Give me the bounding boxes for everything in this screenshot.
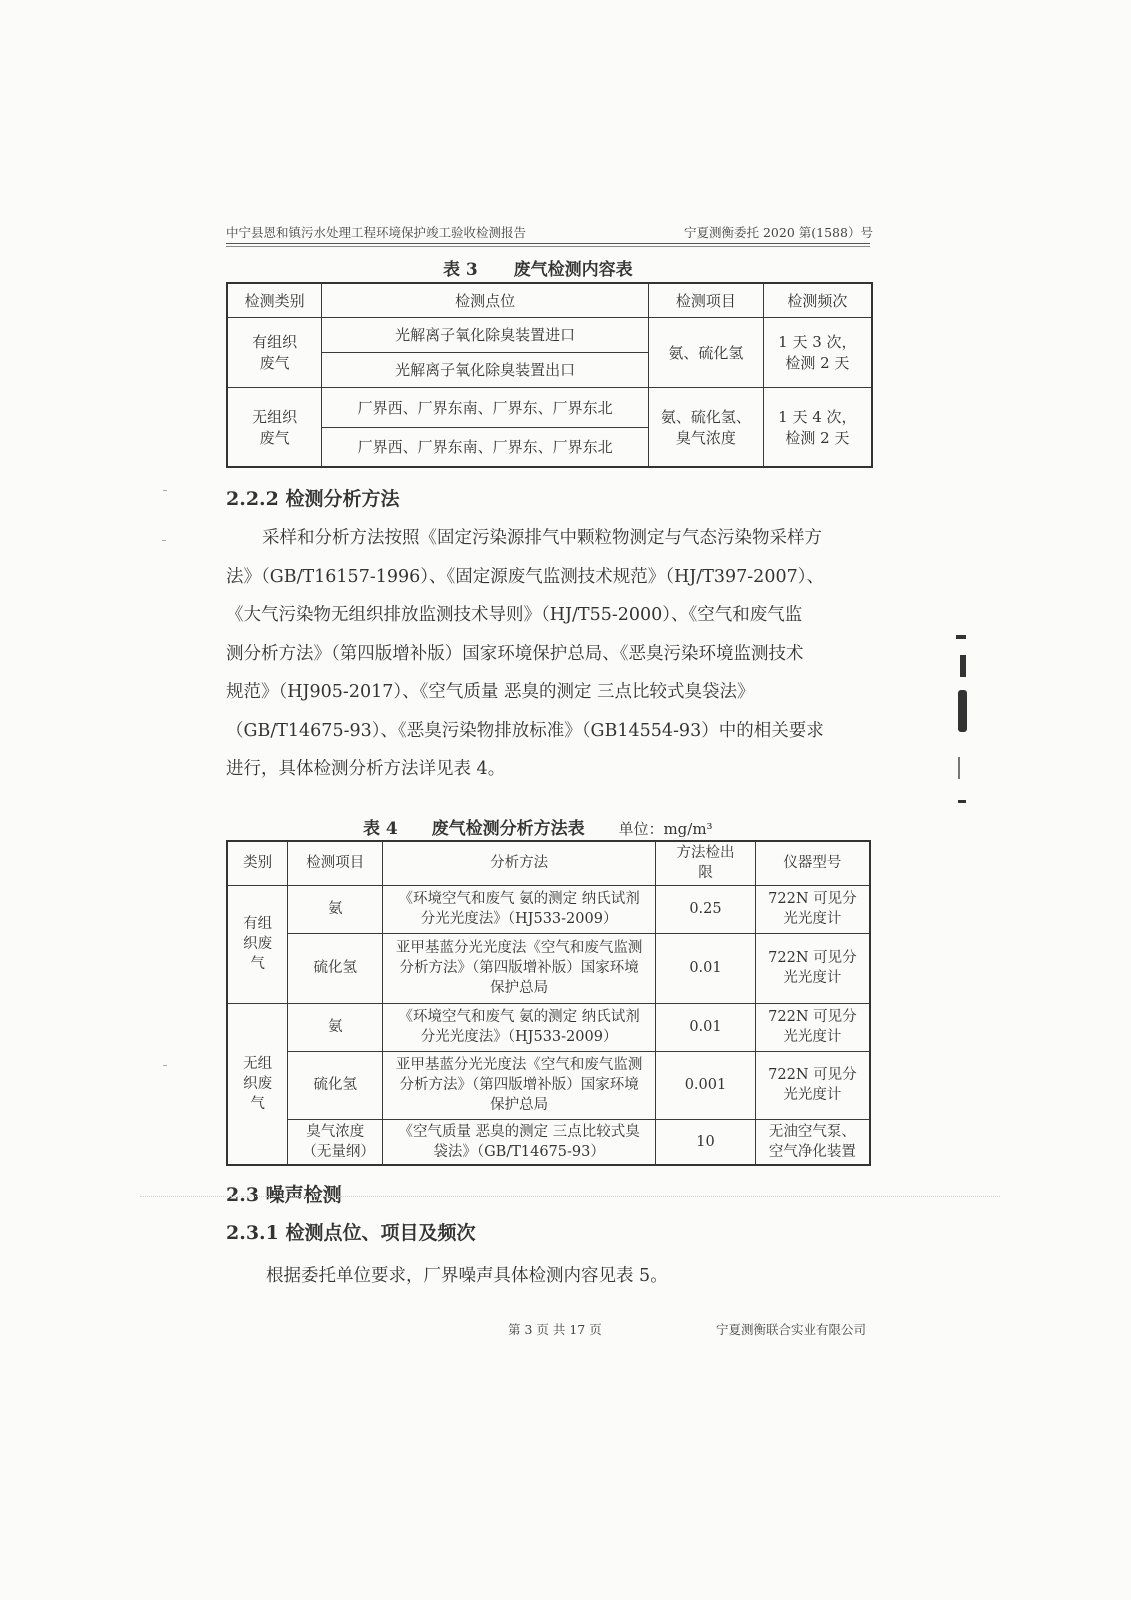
item-cell: 氨 bbox=[288, 885, 383, 933]
scan-artifact bbox=[162, 540, 166, 541]
table3-caption-title: 废气检测内容表 bbox=[513, 260, 633, 280]
paragraph-line: 进行，具体检测分析方法详见表 4。 bbox=[226, 759, 506, 779]
footer-company: 宁夏测衡联合实业有限公司 bbox=[716, 1322, 867, 1337]
table4-analysis-methods bbox=[226, 840, 871, 1166]
paragraph-line: 《大气污染物无组织排放监测技术导则》（HJ/T55-2000）、《空气和废气监 bbox=[226, 605, 803, 625]
paragraph-line: 采样和分析方法按照《固定污染源排气中颗粒物测定与气态污染物采样方 bbox=[262, 528, 822, 548]
scan-dotted-line bbox=[140, 1196, 1000, 1197]
category-cell: 有组织废气 bbox=[227, 317, 322, 387]
limit-cell: 0.01 bbox=[656, 933, 756, 1003]
table-header-cell: 仪器型号 bbox=[755, 841, 870, 885]
header-report-title: 中宁县恩和镇污水处理工程环境保护竣工验收检测报告 bbox=[226, 225, 527, 240]
frequency-cell: 1 天 4 次，检测 2 天 bbox=[763, 387, 872, 467]
table-header-cell: 方法检出限 bbox=[656, 841, 756, 885]
method-cell: 亚甲基蓝分光光度法《空气和废气监测分析方法》（第四版增补版）国家环境保护总局 bbox=[383, 933, 656, 1003]
header-rule-thin bbox=[226, 246, 870, 247]
table-header-row bbox=[227, 283, 872, 317]
scan-artifact bbox=[958, 800, 966, 803]
instrument-cell: 722N 可见分光光度计 bbox=[755, 885, 870, 933]
items-cell: 氨、硫化氢 bbox=[649, 317, 764, 387]
section-2-2-2-paragraph bbox=[226, 519, 866, 789]
scan-artifact bbox=[958, 690, 967, 732]
location-cell: 厂界西、厂界东南、厂界东、厂界东北 bbox=[322, 387, 649, 427]
table-row bbox=[227, 387, 872, 427]
table4-caption-number: 表 4 bbox=[363, 819, 398, 839]
section-2-3-1-heading: 2.3.1 检测点位、项目及频次 bbox=[226, 1222, 476, 1244]
scan-artifact bbox=[163, 490, 167, 491]
limit-cell: 0.25 bbox=[656, 885, 756, 933]
table-row bbox=[227, 1119, 870, 1165]
table-row bbox=[227, 885, 870, 933]
table-header-cell: 检测项目 bbox=[649, 283, 764, 317]
table-header-cell: 检测类别 bbox=[227, 283, 322, 317]
paragraph-line: （GB/T14675-93）、《恶臭污染物排放标准》（GB14554-93）中的相关要求 bbox=[226, 720, 824, 741]
table-row bbox=[227, 1003, 870, 1051]
scan-artifact bbox=[960, 655, 966, 677]
location-cell: 光解离子氧化除臭装置进口 bbox=[322, 317, 649, 352]
table-header-row bbox=[227, 841, 870, 885]
method-cell: 《环境空气和废气 氨的测定 纳氏试剂分光光度法》（HJ533-2009） bbox=[383, 1003, 656, 1051]
table3-caption bbox=[443, 255, 633, 280]
method-cell: 亚甲基蓝分光光度法《空气和废气监测分析方法》（第四版增补版）国家环境保护总局 bbox=[383, 1051, 656, 1119]
item-cell: 臭气浓度（无量纲） bbox=[288, 1119, 383, 1165]
section-2-3-1-paragraph: 根据委托单位要求，厂界噪声具体检测内容见表 5。 bbox=[266, 1266, 668, 1286]
paragraph-line: 测分析方法》（第四版增补版）国家环境保护总局、《恶臭污染环境监测技术 bbox=[226, 643, 804, 664]
instrument-cell: 无油空气泵、空气净化装置 bbox=[755, 1119, 870, 1165]
scan-artifact bbox=[958, 757, 960, 779]
frequency-cell: 1 天 3 次，检测 2 天 bbox=[763, 317, 872, 387]
scan-artifact bbox=[163, 1065, 167, 1066]
table-row bbox=[227, 317, 872, 352]
section-2-3-heading: 2.3 噪声检测 bbox=[226, 1184, 342, 1206]
instrument-cell: 722N 可见分光光度计 bbox=[755, 1051, 870, 1119]
table4-unit: 单位：mg/m³ bbox=[618, 820, 713, 838]
category-cell: 无组织废气 bbox=[227, 387, 322, 467]
item-cell: 氨 bbox=[288, 1003, 383, 1051]
category-cell: 无组织废气 bbox=[227, 1003, 288, 1165]
limit-cell: 0.01 bbox=[656, 1003, 756, 1051]
table-header-cell: 检测点位 bbox=[322, 283, 649, 317]
method-cell: 《环境空气和废气 氨的测定 纳氏试剂分光光度法》（HJ533-2009） bbox=[383, 885, 656, 933]
table-header-cell: 检测项目 bbox=[288, 841, 383, 885]
limit-cell: 10 bbox=[656, 1119, 756, 1165]
paragraph-line: 法》（GB/T16157-1996）、《固定源废气监测技术规范》（HJ/T397-2007）、 bbox=[226, 566, 824, 587]
category-cell: 有组织废气 bbox=[227, 885, 288, 1003]
items-cell: 氨、硫化氢、臭气浓度 bbox=[649, 387, 764, 467]
instrument-cell: 722N 可见分光光度计 bbox=[755, 1003, 870, 1051]
item-cell: 硫化氢 bbox=[288, 933, 383, 1003]
location-cell: 光解离子氧化除臭装置出口 bbox=[322, 352, 649, 387]
table4-caption-title: 废气检测分析方法表 bbox=[431, 819, 585, 839]
table-header-cell: 分析方法 bbox=[383, 841, 656, 885]
method-cell: 《空气质量 恶臭的测定 三点比较式臭袋法》（GB/T14675-93） bbox=[383, 1119, 656, 1165]
paragraph-line: 规范》（HJ905-2017）、《空气质量 恶臭的测定 三点比较式臭袋法》 bbox=[226, 682, 755, 702]
location-cell: 厂界西、厂界东南、厂界东、厂界东北 bbox=[322, 427, 649, 467]
limit-cell: 0.001 bbox=[656, 1051, 756, 1119]
header-report-number: 宁夏测衡委托 2020 第(1588）号 bbox=[684, 225, 873, 240]
instrument-cell: 722N 可见分光光度计 bbox=[755, 933, 870, 1003]
table3-caption-number: 表 3 bbox=[443, 260, 478, 280]
scan-artifact bbox=[956, 635, 966, 639]
table-row bbox=[227, 1051, 870, 1119]
table3-exhaust-content bbox=[226, 282, 873, 468]
table4-caption bbox=[363, 814, 713, 839]
table-header-cell: 类别 bbox=[227, 841, 288, 885]
table-row bbox=[227, 933, 870, 1003]
table-header-cell: 检测频次 bbox=[763, 283, 872, 317]
item-cell: 硫化氢 bbox=[288, 1051, 383, 1119]
section-2-2-2-heading: 2.2.2 检测分析方法 bbox=[226, 488, 400, 510]
header-rule bbox=[226, 243, 870, 244]
footer-page-number: 第 3 页 共 17 页 bbox=[508, 1322, 602, 1337]
